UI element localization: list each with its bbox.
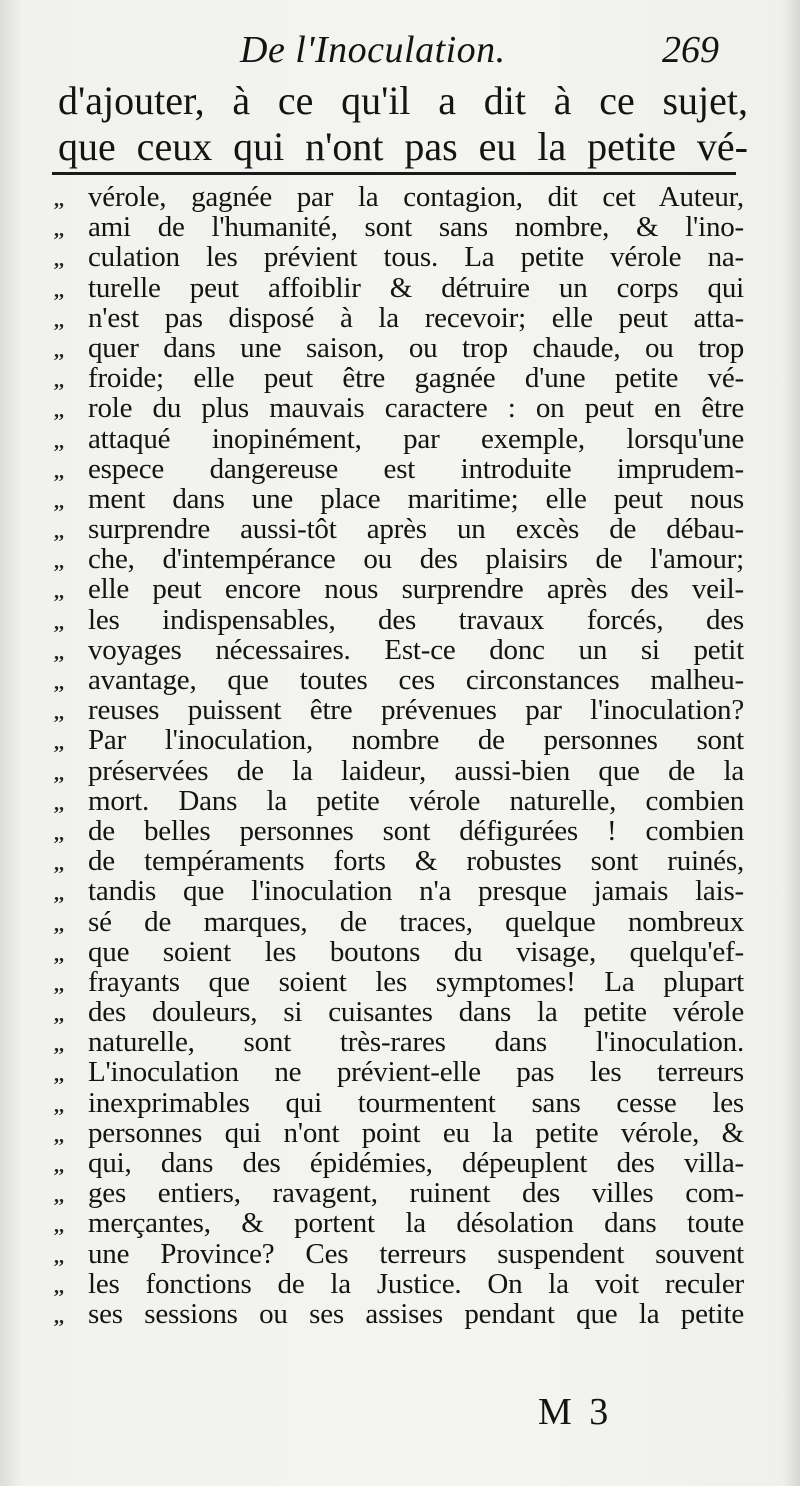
quotation-mark: ,, [54,1155,64,1177]
quote-line-text: que soient les boutons du visage, quelqu'ef- [88,935,744,968]
quote-line [54,363,744,393]
quotation-mark: ,, [54,400,64,423]
quote-line-text: des douleurs, si cuisantes dans la petite vérole [88,996,744,1029]
quotation-mark: ,, [54,1064,64,1087]
quote-line-text: culation les prévient tous. La petite vérole na- [88,241,744,274]
quote-line [54,997,744,1027]
quotation-mark: ,, [54,641,64,664]
intro-paragraph [58,78,748,170]
quote-line [54,182,744,212]
quote-line-text: quer dans une saison, ou trop chaude, ou trop [88,331,744,364]
running-header [0,28,800,78]
quote-line [54,1148,744,1178]
quote-line [54,635,744,665]
quotation-mark: ,, [54,1034,64,1057]
quote-line-text: sé de marques, de traces, quelque nombreux [88,905,744,938]
quote-line [54,967,744,997]
quote-line-text: Par l'inoculation, nombre de personnes sont [88,724,744,757]
quotation-mark: ,, [54,672,64,694]
quote-line [54,1208,744,1238]
quote-line-text: role du plus mauvais caractere : on peut en être [88,392,744,425]
quote-line-text: che, d'intempérance ou des plaisirs de l'amour; [88,543,744,576]
intro-line: d'ajouter, à ce qu'il a dit à ce sujet, [58,78,748,123]
quote-line-text: surprendre aussi-tôt après un excès de débau- [88,513,744,546]
quote-line-text: L'inoculation ne prévient-elle pas les terreurs [88,1056,744,1089]
quotation-mark: ,, [54,702,64,725]
quotation-mark: ,, [54,339,64,362]
quotation-mark: ,, [54,611,64,634]
quote-line-text: ment dans une place maritime; elle peut nous [88,482,744,515]
quotation-mark: ,, [54,913,64,936]
running-title: De l'Inoculation. [240,29,506,71]
quotation-mark: ,, [54,1094,64,1117]
quote-line [54,1269,744,1299]
quote-line [54,846,744,876]
quote-line [54,212,744,242]
quote-line [54,454,744,484]
quote-line [54,937,744,967]
quote-line [54,1027,744,1057]
quote-line-text: une Province? Ces terreurs suspendent souvent [88,1237,744,1270]
quoted-passage [54,182,744,1329]
quote-line-text: espece dangereuse est introduite imprudem- [88,452,744,485]
quotation-mark: ,, [54,189,64,211]
quote-line-text: frayants que soient les symptomes! La plupart [88,965,744,998]
quotation-mark: ,, [54,883,64,906]
quote-line-text: de belles personnes sont défigurées ! combien [88,814,744,847]
quote-line [54,273,744,303]
quotation-mark: ,, [54,1124,64,1147]
quote-line [54,544,744,574]
quote-line [54,876,744,906]
quote-line [54,514,744,544]
page-number: 269 [662,29,719,71]
quote-line [54,1178,744,1208]
horizontal-rule [52,172,736,175]
quotation-mark: ,, [54,279,64,302]
quote-line [54,695,744,725]
quote-line-text: mort. Dans la petite vérole naturelle, combien [88,784,744,817]
quotation-mark: ,, [54,490,64,513]
signature-mark: M 3 [538,1391,613,1433]
quote-line-text: n'est pas disposé à la recevoir; elle peut atta- [88,301,744,334]
quotation-mark: ,, [54,460,64,483]
quote-line [54,1057,744,1087]
quote-line [54,1239,744,1269]
quote-line [54,665,744,695]
quote-line [54,605,744,635]
quotation-mark: ,, [54,581,64,604]
quote-line-text: merçantes, & portent la désolation dans toute [88,1207,744,1240]
quote-line [54,1118,744,1148]
quotation-mark: ,, [54,370,64,393]
page-edge-shadow [782,0,800,1486]
quotation-mark: ,, [54,1245,64,1268]
quotation-mark: ,, [54,732,64,755]
quotation-mark: ,, [54,430,64,453]
quote-line-text: elle peut encore nous surprendre après des veil- [88,573,744,606]
quote-line [54,1088,744,1118]
quote-line-text: avantage, que toutes ces circonstances malheu- [88,664,744,696]
quote-line [54,756,744,786]
quote-line-text: attaqué inopinément, par exemple, lorsqu'une [88,422,744,455]
quotation-mark: ,, [54,853,64,876]
quote-line-text: préservées de la laideur, aussi-bien que de la [88,754,744,787]
quotation-mark: ,, [54,249,64,272]
intro-line: que ceux qui n'ont pas eu la petite vé- [58,124,748,169]
quote-line-text: les fonctions de la Justice. On la voit reculer [88,1267,744,1300]
quotation-mark: ,, [54,762,64,785]
quote-line-text: qui, dans des épidémies, dépeuplent des villa- [88,1147,744,1179]
quotation-mark: ,, [54,792,64,815]
quote-line-text: reuses puissent être prévenues par l'inoculation? [88,694,744,727]
quotation-mark: ,, [54,1215,64,1238]
quote-line-text: personnes qui n'ont point eu la petite vérole, & [88,1116,744,1149]
quotation-mark: ,, [54,219,64,242]
quote-line-text: voyages nécessaires. Est-ce donc un si petit [88,633,744,666]
quote-line [54,574,744,604]
quote-line-text: inexprimables qui tourmentent sans cesse les [88,1086,744,1119]
quotation-mark: ,, [54,1004,64,1027]
quote-line-text: froide; elle peut être gagnée d'une petite vé- [88,362,744,395]
quote-line [54,907,744,937]
quotation-mark: ,, [54,309,64,332]
quote-line-text: naturelle, sont très-rares dans l'inoculation. [88,1026,744,1059]
quotation-mark: ,, [54,943,64,966]
quote-line [54,333,744,363]
quotation-mark: ,, [54,822,64,845]
quotation-mark: ,, [54,551,64,574]
quote-line-text: ami de l'humanité, sont sans nombre, & l'ino- [88,211,744,244]
quote-line-text: tandis que l'inoculation n'a presque jamais lais- [88,875,744,908]
quotation-mark: ,, [54,1185,64,1208]
quote-line [54,303,744,333]
quote-line-text: les indispensables, des travaux forcés, des [88,603,744,636]
quote-line [54,1299,744,1329]
quote-line [54,786,744,816]
quotation-mark: ,, [54,1305,64,1328]
quote-line-text: de tempéraments forts & robustes sont ruinés, [88,845,744,878]
quote-line [54,484,744,514]
quote-line-text: ges entiers, ravagent, ruinent des villes com- [88,1177,744,1210]
quotation-mark: ,, [54,973,64,996]
quote-line [54,242,744,272]
quote-line [54,424,744,454]
quote-line-text: turelle peut affoiblir & détruire un corps qui [88,271,744,304]
quote-line [54,816,744,846]
quote-line [54,725,744,755]
quote-line-text: vérole, gagnée par la contagion, dit cet Auteur, [88,181,744,213]
quotation-mark: ,, [54,1275,64,1298]
quote-line [54,393,744,423]
quotation-mark: ,, [54,521,64,544]
quote-line-text: ses sessions ou ses assises pendant que la petite [88,1297,744,1330]
